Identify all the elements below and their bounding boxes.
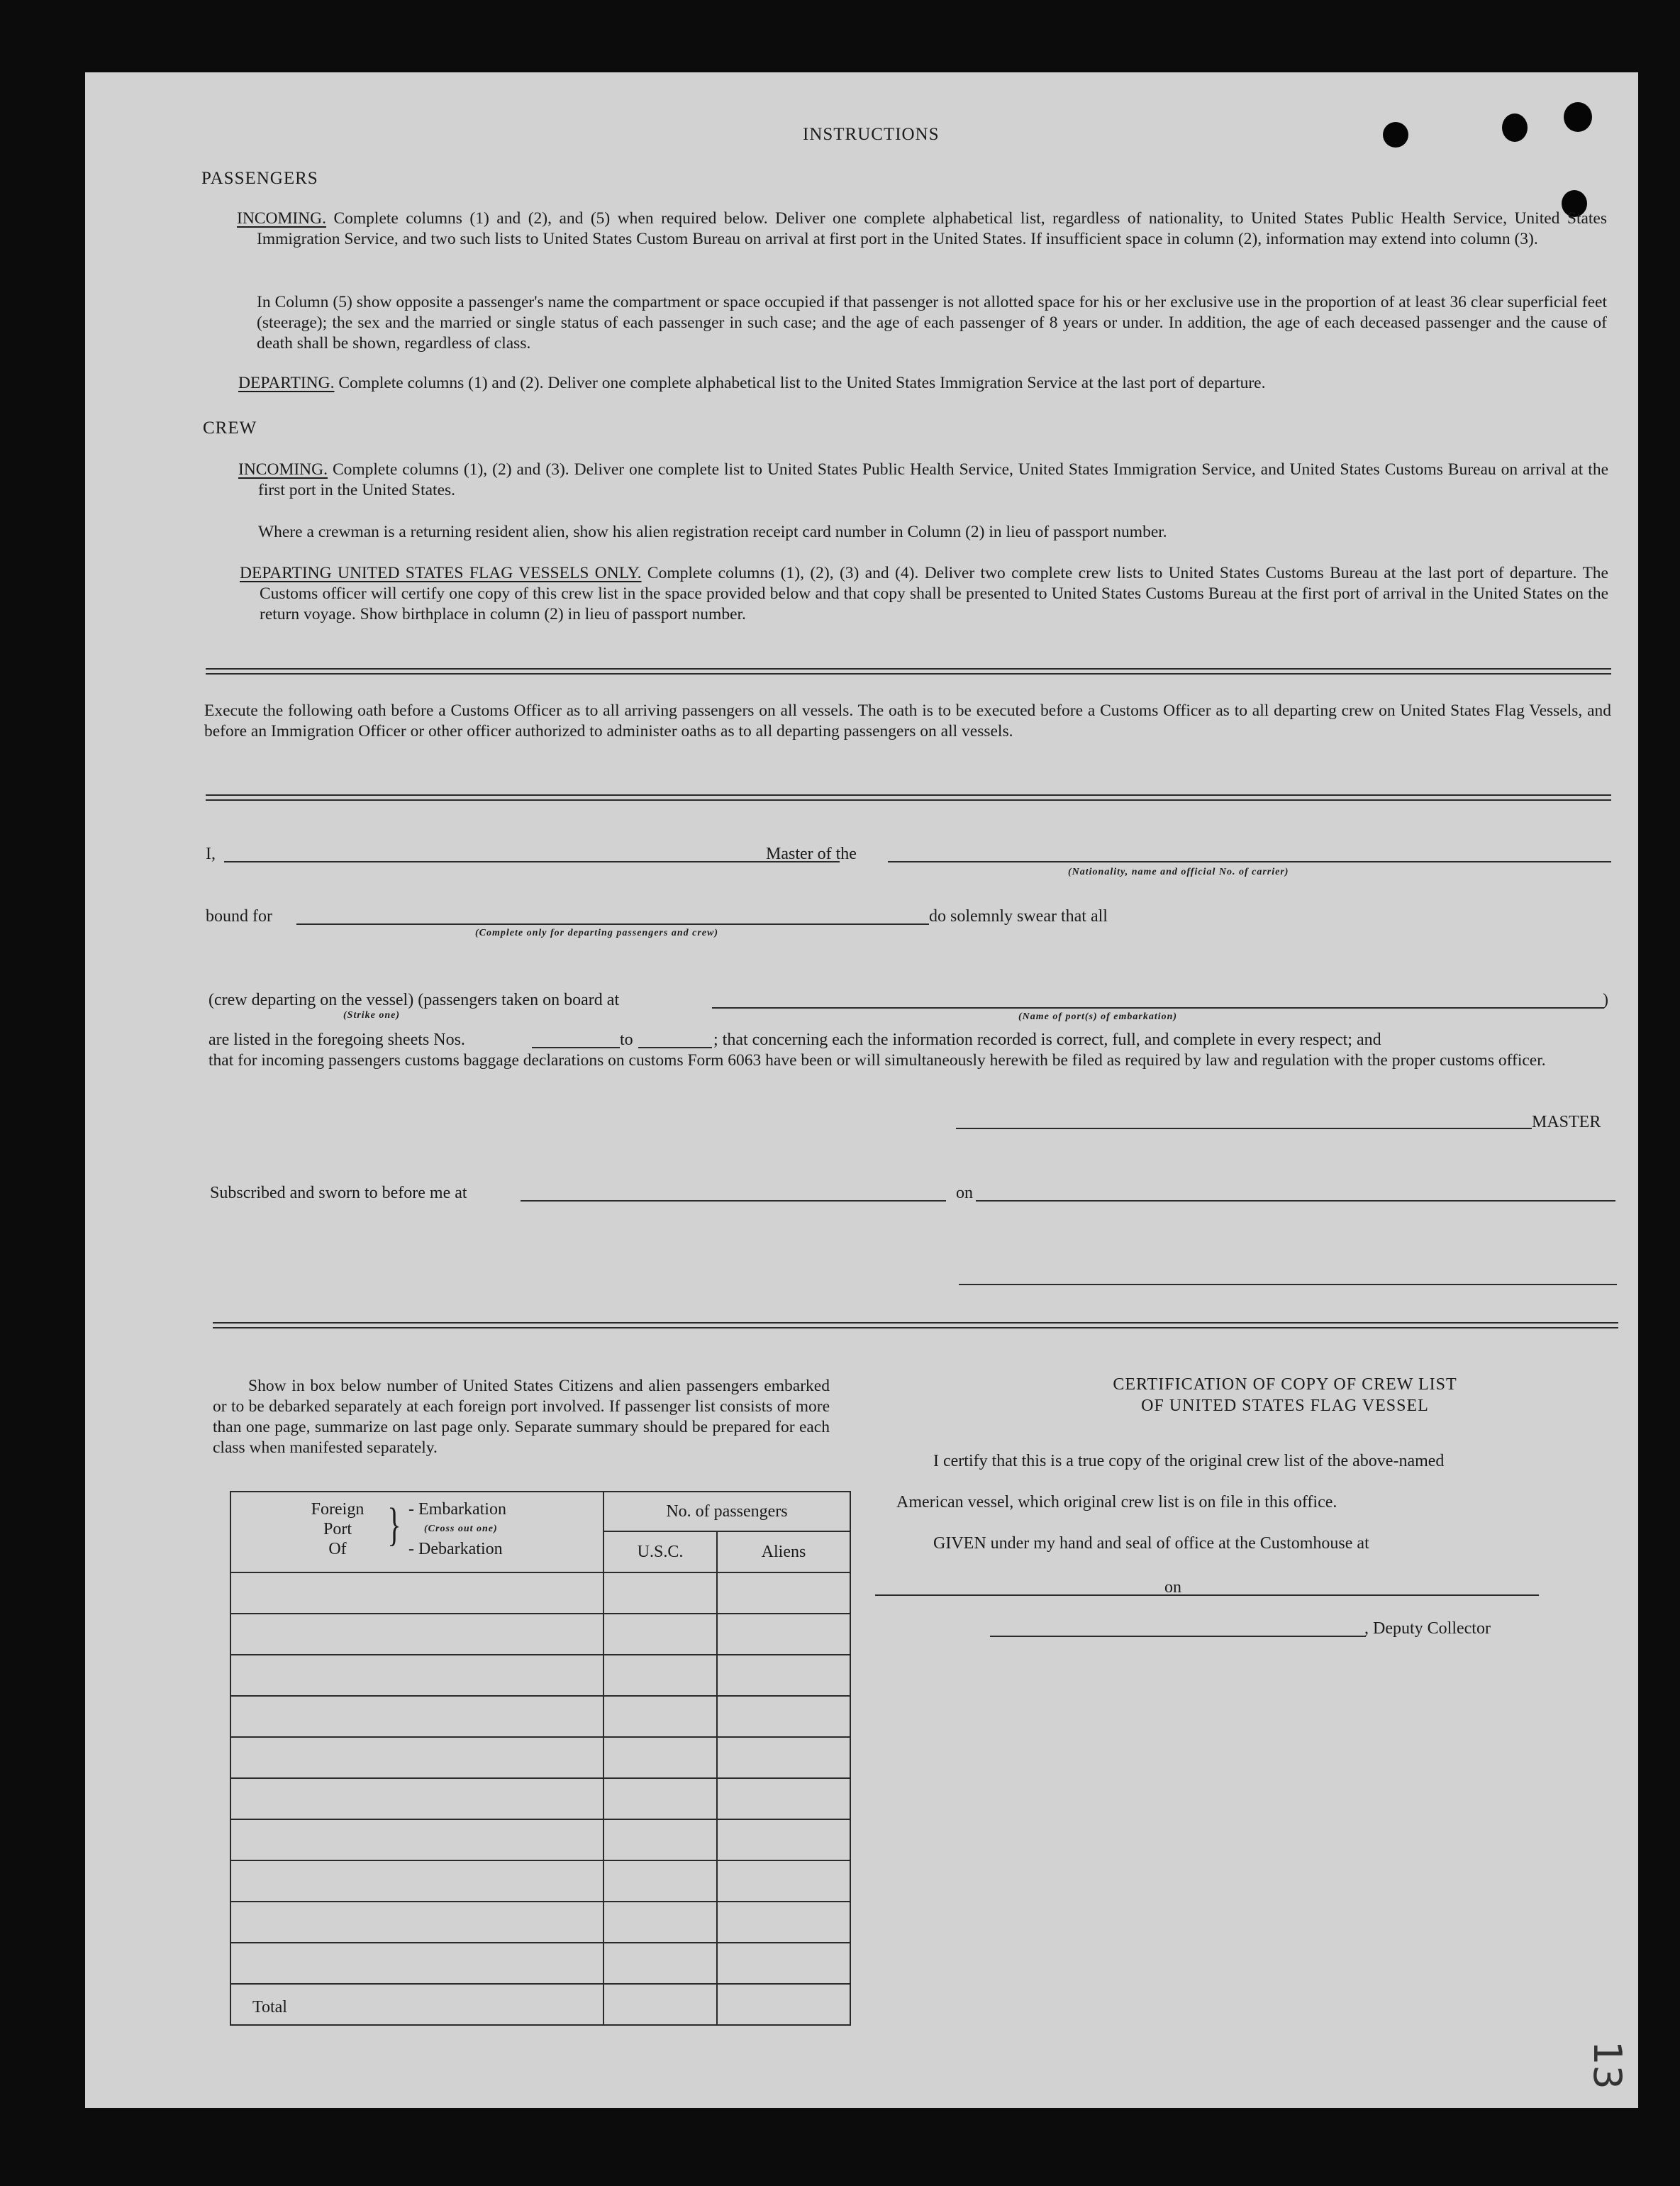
sheet-to-line[interactable]	[638, 1047, 712, 1048]
crew-incoming-label: INCOMING.	[238, 460, 328, 479]
crew-departing-label: DEPARTING UNITED STATES FLAG VESSELS ONLY.	[240, 564, 642, 582]
master-name-line[interactable]	[224, 861, 840, 862]
port-label: Port	[323, 1520, 352, 1538]
aliens-cell[interactable]	[717, 1696, 850, 1737]
aliens-cell[interactable]	[717, 1819, 850, 1860]
aliens-header: Aliens	[717, 1531, 850, 1572]
form-page	[85, 72, 1638, 2108]
port-cell[interactable]	[230, 1737, 603, 1778]
aliens-cell[interactable]	[717, 1778, 850, 1819]
ports-caption: (Name of port(s) of embarkation)	[1018, 1011, 1178, 1022]
page-title: INSTRUCTIONS	[803, 125, 940, 144]
usc-cell[interactable]	[603, 1943, 717, 1984]
port-header-cell	[230, 1492, 603, 1572]
crew-incoming-paragraph	[238, 460, 1608, 501]
no-of-passengers-header: No. of passengers	[603, 1492, 850, 1531]
oath-instruction: Execute the following oath before a Customs Officer as to all arriving passengers on all vessels. The oath is to be executed before a Customs Officer as to all departing crew on United States Flag Vessels, and before an Immigration Officer or other officer authorized to administer oaths as to all departing passengers on all vessels.	[204, 701, 1611, 740]
carrier-caption: (Nationality, name and official No. of carrier)	[1068, 867, 1289, 877]
passengers-incoming-text: Complete columns (1) and (2), and (5) when required below. Deliver one complete alphabetical list, regardless of nationality, to United States Public Health Service, United States Immigration Service, and two such lists to United States Custom Bureau on arrival at first port in the United States. If insufficient space in column (2), information may extend into column (3).	[257, 209, 1608, 248]
on-label: on	[956, 1184, 973, 1202]
aliens-cell[interactable]	[717, 1860, 850, 1902]
certification-on-label: on	[1164, 1578, 1181, 1597]
page-number: 13	[1584, 2041, 1630, 2090]
bound-for-label: bound for	[206, 907, 272, 926]
port-cell[interactable]	[230, 1819, 603, 1860]
deputy-collector-label: , Deputy Collector	[1364, 1619, 1491, 1638]
total-row	[230, 1984, 850, 2025]
passengers-departing-label: DEPARTING.	[238, 374, 335, 392]
certification-line-1: I certify that this is a true copy of the original crew list of the above-named	[933, 1452, 1445, 1470]
table-row	[230, 1902, 850, 1943]
certification-title-2: OF UNITED STATES FLAG VESSEL	[1141, 1397, 1429, 1415]
port-cell[interactable]	[230, 1655, 603, 1696]
debarkation-label: - Debarkation	[408, 1540, 503, 1558]
sworn-place-line[interactable]	[521, 1200, 946, 1202]
of-label: Of	[328, 1540, 347, 1558]
table-row	[230, 1737, 850, 1778]
table-row	[230, 1614, 850, 1655]
to-label: to	[620, 1031, 633, 1049]
listed-text: that for incoming passengers customs baggage declarations on customs Form 6063 have been or will simultaneously herewith be filed as required by law and regulation with the proper customs officer.	[208, 1051, 1546, 1070]
punch-hole	[1502, 113, 1528, 142]
table-row	[230, 1819, 850, 1860]
strike-caption: (Strike one)	[343, 1010, 401, 1021]
listed-prefix: are listed in the foregoing sheets Nos.	[208, 1031, 465, 1049]
master-of-label: Master of the	[766, 845, 857, 863]
crew-resident-paragraph: Where a crewman is a returning resident alien, show his alien registration receipt card number in Column (2) in lieu of passport number.	[258, 523, 1167, 541]
punch-hole	[1383, 122, 1408, 148]
table-row	[230, 1860, 850, 1902]
table-row	[230, 1655, 850, 1696]
usc-cell[interactable]	[603, 1737, 717, 1778]
port-cell[interactable]	[230, 1902, 603, 1943]
swear-label: do solemnly swear that all	[929, 907, 1108, 926]
carrier-line[interactable]	[888, 861, 1611, 862]
cross-out-caption: (Cross out one)	[424, 1524, 498, 1534]
port-cell[interactable]	[230, 1614, 603, 1655]
usc-cell[interactable]	[603, 1572, 717, 1614]
section-divider	[206, 668, 1611, 675]
total-aliens-cell[interactable]	[717, 1984, 850, 2025]
total-label-cell	[230, 1984, 603, 2025]
passenger-summary-table	[230, 1491, 851, 2026]
listed-rest: ; that concerning each the information recorded is correct, full, and complete in every respect; and	[713, 1031, 1381, 1049]
subscribed-label: Subscribed and sworn to before me at	[210, 1184, 467, 1202]
passengers-departing-text: Complete columns (1) and (2). Deliver one complete alphabetical list to the United States Immigration Service at the last port of departure.	[338, 374, 1266, 392]
deputy-signature-line[interactable]	[990, 1636, 1366, 1637]
passengers-incoming-paragraph	[237, 209, 1607, 250]
bound-for-line[interactable]	[296, 923, 929, 925]
section-divider	[213, 1322, 1618, 1328]
sworn-date-line[interactable]	[976, 1200, 1615, 1202]
master-label: MASTER	[1532, 1113, 1601, 1131]
summary-instruction: Show in box below number of United States Citizens and alien passengers embarked or to be debarked separately at each foreign port involved. If passenger list consists of more than one page, summarize on last page only. Separate summary should be prepared for each class when manifested separately.	[213, 1377, 830, 1457]
total-label: Total	[252, 1998, 287, 2016]
table-row	[230, 1696, 850, 1737]
table-row	[230, 1778, 850, 1819]
usc-cell[interactable]	[603, 1902, 717, 1943]
brace-symbol: }	[387, 1499, 401, 1550]
port-cell[interactable]	[230, 1778, 603, 1819]
aliens-cell[interactable]	[717, 1902, 850, 1943]
crew-departing-paragraph	[240, 563, 1608, 625]
officer-signature-line[interactable]	[959, 1284, 1617, 1285]
port-cell[interactable]	[230, 1696, 603, 1737]
embarkation-label: - Embarkation	[408, 1500, 506, 1519]
table-row	[230, 1572, 850, 1614]
certification-date-line[interactable]	[1181, 1594, 1539, 1596]
port-cell[interactable]	[230, 1860, 603, 1902]
master-signature-line[interactable]	[956, 1128, 1532, 1129]
certification-title-1: CERTIFICATION OF COPY OF CREW LIST	[1113, 1375, 1457, 1394]
certification-line-2: American vessel, which original crew list is on file in this office.	[896, 1493, 1337, 1511]
aliens-cell[interactable]	[717, 1943, 850, 1984]
usc-cell[interactable]	[603, 1655, 717, 1696]
crew-passengers-label: (crew departing on the vessel) (passengers taken on board at	[208, 991, 620, 1009]
usc-cell[interactable]	[603, 1696, 717, 1737]
section-divider	[206, 794, 1611, 801]
foreign-label: Foreign	[311, 1500, 365, 1519]
port-cell[interactable]	[230, 1943, 603, 1984]
aliens-cell[interactable]	[717, 1572, 850, 1614]
passengers-heading: PASSENGERS	[201, 169, 318, 188]
table-row	[230, 1943, 850, 1984]
port-cell[interactable]	[230, 1572, 603, 1614]
aliens-cell[interactable]	[717, 1737, 850, 1778]
usc-header: U.S.C.	[603, 1531, 717, 1572]
total-usc-cell[interactable]	[603, 1984, 717, 2025]
certification-line-3: GIVEN under my hand and seal of office at the Customhouse at	[933, 1534, 1369, 1553]
usc-cell[interactable]	[603, 1819, 717, 1860]
close-paren: )	[1603, 991, 1608, 1009]
usc-cell[interactable]	[603, 1860, 717, 1902]
crew-incoming-text: Complete columns (1), (2) and (3). Deliver one complete list to United States Public Health Service, United States Immigration Service, and United States Customs Bureau on arrival at the first port in the United States.	[258, 460, 1608, 499]
bound-for-caption: (Complete only for departing passengers and crew)	[475, 928, 718, 938]
passengers-departing-paragraph	[238, 373, 1608, 394]
crew-departing-text: Complete columns (1), (2), (3) and (4). Deliver two complete crew lists to United States Customs Bureau at the last port of departure. The Customs officer will certify one copy of this crew list in the space provided below and that copy shall be presented to United States Customs Bureau at the first port of arrival in the United States on the return voyage. Show birthplace in column (2) in lieu of passport number.	[260, 564, 1608, 623]
oath-i-label: I,	[206, 845, 216, 863]
embarkation-ports-line[interactable]	[712, 1007, 1604, 1009]
column5-paragraph: In Column (5) show opposite a passenger's name the compartment or space occupied if that passenger is not allotted space for his or her exclusive use in the proportion of at least 36 clear superficial feet (steerage); the sex and the married or single status of each passenger in such case; and the age of each passenger of 8 years or under. In addition, the age of each deceased passenger and the cause of death shall be shown, regardless of class.	[257, 293, 1607, 353]
usc-cell[interactable]	[603, 1778, 717, 1819]
aliens-cell[interactable]	[717, 1614, 850, 1655]
crew-heading: CREW	[203, 418, 257, 438]
aliens-cell[interactable]	[717, 1655, 850, 1696]
passengers-incoming-label: INCOMING.	[237, 209, 326, 228]
usc-cell[interactable]	[603, 1614, 717, 1655]
punch-hole	[1564, 102, 1592, 132]
sheet-from-line[interactable]	[532, 1047, 620, 1048]
